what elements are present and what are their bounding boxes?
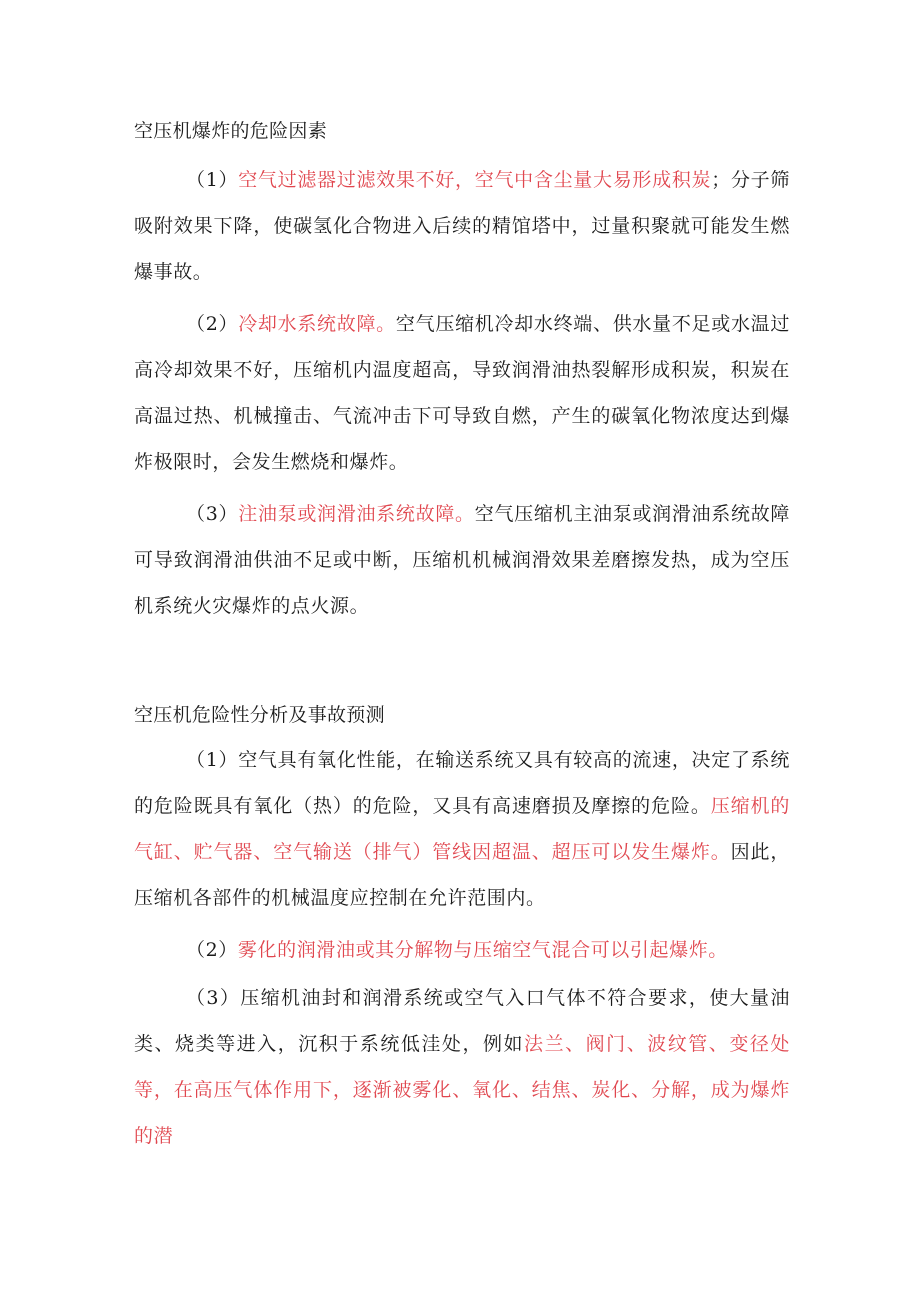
item-number: （1） bbox=[186, 169, 239, 191]
body-text: 因此，压缩机各部件的机械温度应控制在允许范围内。 bbox=[134, 841, 790, 909]
highlighted-text: 压缩机的气缸、贮气器、空气输送（排气）管线因超温、超压可以发生爆炸。 bbox=[134, 795, 790, 863]
section-title-explosion-hazards: 空压机爆炸的危险因素 bbox=[134, 120, 328, 142]
section-title-risk-analysis: 空压机危险性分析及事故预测 bbox=[134, 704, 385, 726]
item-number: （3） bbox=[186, 503, 239, 525]
body-text: 空气压缩机冷却水终端、供水量不足或水温过高冷却效果不好，压缩机内温度超高，导致润滑油热裂解形成积炭，积炭在高温过热、机械撞击、气流冲击下可导致自燃，产生的碳氧化物浓度达到爆炸极限时，会发生燃烧和爆炸。 bbox=[134, 313, 790, 473]
body-text: 压缩机油封和润滑系统或空气入口气体不符合要求，使大量油类、烧类等进入，沉积于系统低洼处，例如 bbox=[134, 987, 791, 1055]
body-text: 空气压缩机主油泵或润滑油系统故障可导致润滑油供油不足或中断，压缩机机械润滑效果差磨擦发热，成为空压机系统火灾爆炸的点火源。 bbox=[134, 503, 790, 617]
item-number: （1） bbox=[186, 749, 239, 771]
item-number: （2） bbox=[186, 939, 238, 961]
paragraph-analysis-3 bbox=[134, 975, 791, 1147]
highlighted-text: 法兰、阀门、波纹管、变径处等，在高压气体作用下，逐渐被雾化、氧化、结焦、炭化、分解，成为爆炸的潜 bbox=[134, 1033, 790, 1147]
highlighted-text: 空气过滤器过滤效果不好，空气中含尘量大易形成积炭 bbox=[238, 169, 712, 191]
body-text: ；分子筛吸附效果下降，使碳氢化合物进入后续的精馆塔中，过量积聚就可能发生燃爆事故。 bbox=[134, 169, 790, 283]
item-number: （2） bbox=[186, 313, 239, 335]
paragraph-hazard-1 bbox=[134, 157, 790, 295]
paragraph-hazard-2 bbox=[134, 301, 790, 485]
item-number: （3） bbox=[186, 987, 241, 1009]
body-text: 空气具有氧化性能，在输送系统又具有较高的流速，决定了系统的危险既具有氧化（热）的危险，又具有高速磨损及摩擦的危险。 bbox=[134, 749, 790, 817]
paragraph-analysis-1 bbox=[134, 737, 790, 921]
highlighted-text: 注油泵或润滑油系统故障。 bbox=[238, 503, 475, 525]
highlighted-text: 雾化的润滑油或其分解物与压缩空气混合可以引起爆炸。 bbox=[237, 939, 728, 961]
paragraph-analysis-2 bbox=[134, 927, 790, 973]
highlighted-text: 冷却水系统故障。 bbox=[238, 313, 396, 335]
paragraph-hazard-3 bbox=[134, 491, 790, 629]
